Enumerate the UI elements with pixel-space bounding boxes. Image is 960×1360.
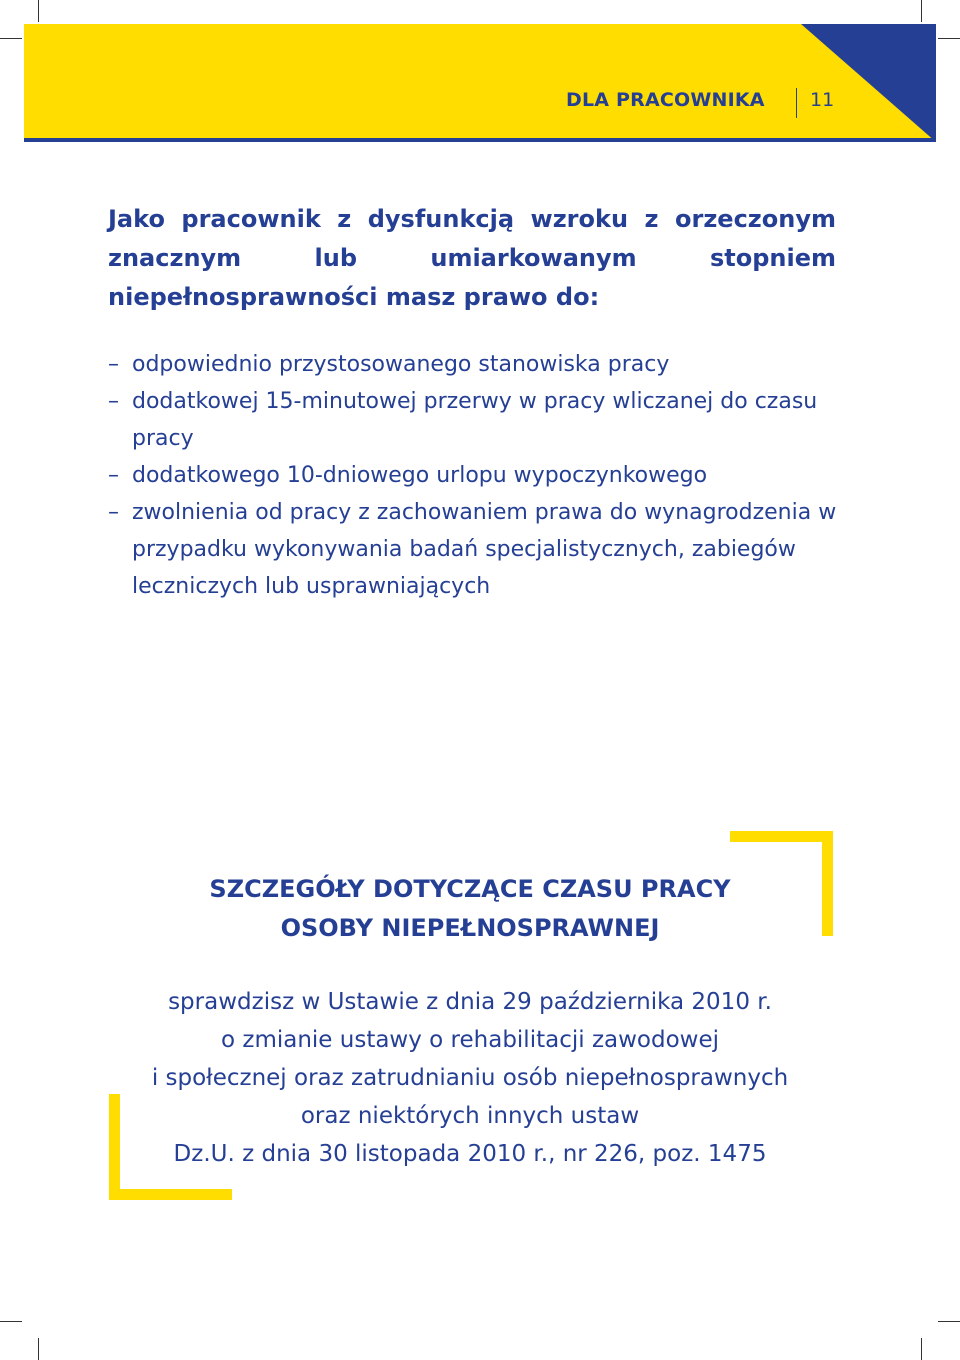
dash-bullet: –: [108, 500, 119, 525]
corner-triangle: [801, 24, 936, 142]
list-item-text: dodatkowego 10-dniowego urlopu wypoczynkowego: [132, 463, 708, 488]
dash-bullet: –: [108, 463, 119, 488]
crop-mark: [938, 1321, 960, 1322]
intro-heading: Jako pracownik z dysfunkcją wzroku z orzeczonym znacznym lub umiarkowanym stopniem niepełnosprawności masz prawo do:: [108, 205, 836, 311]
details-title-line: OSOBY NIEPEŁNOSPRAWNEJ: [280, 914, 660, 942]
details-body-line: oraz niektórych innych ustaw: [300, 1103, 640, 1129]
crop-mark: [0, 38, 22, 39]
crop-mark: [38, 0, 39, 22]
rights-list: [108, 346, 848, 605]
list-item: [108, 457, 848, 494]
details-body-line: o zmianie ustawy o rehabilitacji zawodowej: [220, 1027, 720, 1053]
details-body-line: Dz.U. z dnia 30 listopada 2010 r., nr 226, poz. 1475: [173, 1141, 767, 1167]
details-title: [130, 870, 810, 948]
list-item: [108, 383, 848, 457]
crop-mark: [921, 1338, 922, 1360]
details-body-line: sprawdzisz w Ustawie z dnia 29 października 2010 r.: [168, 989, 772, 1015]
details-body-line: i społecznej oraz zatrudnianiu osób niepełnosprawnych: [151, 1065, 789, 1091]
dash-bullet: –: [108, 389, 119, 414]
header-divider: [796, 88, 797, 118]
header-rule: [24, 138, 936, 142]
crop-mark: [921, 0, 922, 22]
list-item-text: odpowiednio przystosowanego stanowiska pracy: [132, 352, 670, 377]
header-band: [24, 24, 936, 142]
details-title-line: SZCZEGÓŁY DOTYCZĄCE CZASU PRACY: [209, 875, 731, 903]
list-item: [108, 346, 848, 383]
list-item-text: zwolnienia od pracy z zachowaniem prawa do wynagrodzenia w przypadku wykonywania badań specjalistycznych, zabiegów leczniczych lub usprawniających: [132, 500, 837, 599]
dash-bullet: –: [108, 352, 119, 377]
page-number: 11: [810, 89, 835, 111]
crop-mark: [38, 1338, 39, 1360]
list-item: [108, 494, 848, 605]
crop-mark: [938, 38, 960, 39]
list-item-text: dodatkowej 15-minutowej przerwy w pracy wliczanej do czasu pracy: [132, 389, 818, 451]
section-label: DLA PRACOWNIKA: [566, 89, 765, 111]
crop-mark: [0, 1321, 22, 1322]
details-body: [110, 983, 830, 1173]
